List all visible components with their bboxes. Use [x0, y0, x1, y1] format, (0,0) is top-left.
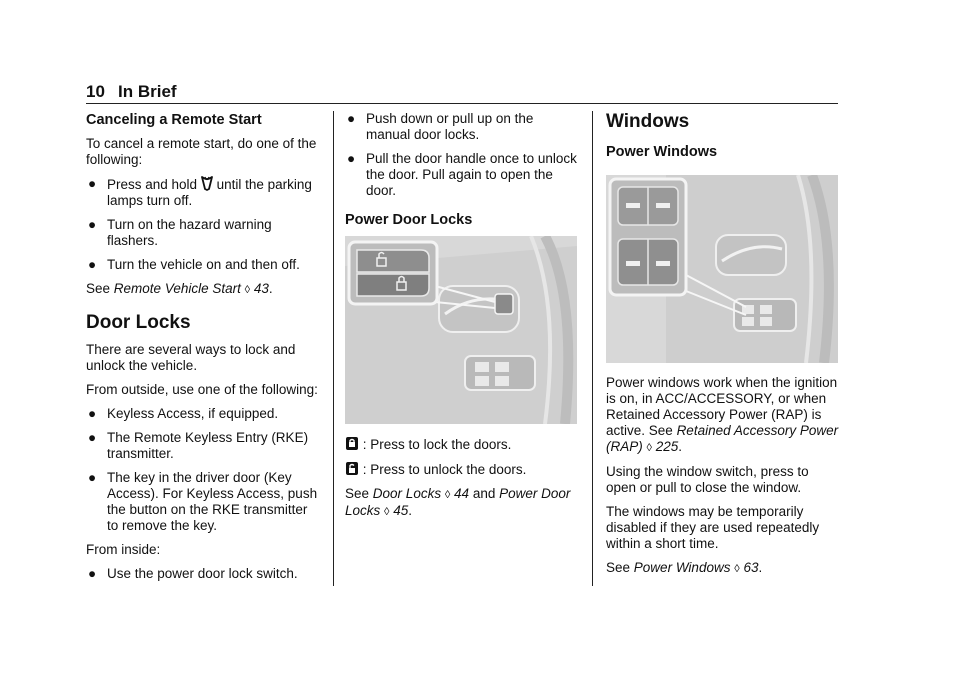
lock-sep: :: [362, 437, 367, 452]
column-2: [345, 111, 581, 528]
col2-b2: Pull the door handle once to unlock the door. Pull again to open the door.: [366, 151, 577, 198]
power-windows-p1-text: Power windows work when the ignition is on, in ACC/ACCESSORY, or when Retained Accessory Power (RAP) is active. See: [606, 375, 838, 438]
bullet: ●: [88, 176, 97, 191]
list-item: [86, 257, 322, 273]
remote-start-b2: Turn on the hazard warning flashers.: [107, 217, 272, 248]
remote-start-see: [86, 281, 322, 298]
remote-start-b1-pre: Press and hold: [107, 177, 198, 192]
list-item: [86, 470, 322, 534]
power-windows-p2: Using the window switch, press to open or pull to close the window.: [606, 464, 809, 495]
column-1: [86, 111, 322, 590]
bullet: ●: [88, 470, 97, 485]
see-link-power-windows[interactable]: Power Windows: [633, 560, 731, 575]
see-link-remote-vehicle-start[interactable]: Remote Vehicle Start: [113, 281, 241, 296]
power-windows-see: [606, 560, 842, 577]
heading-power-windows: Power Windows: [606, 144, 718, 160]
heading-canceling-remote-start: Canceling a Remote Start: [86, 112, 262, 128]
list-item: [86, 566, 322, 582]
page-number: 10: [86, 82, 105, 101]
bullet: ●: [347, 151, 356, 166]
unlock-text: Press to unlock the doors.: [370, 462, 527, 477]
column-divider: [333, 111, 334, 586]
col2-b1: Push down or pull up on the manual door locks.: [366, 111, 534, 142]
list-item: [86, 430, 322, 462]
bullet: ●: [347, 111, 356, 126]
door-locks-outside: From outside, use one of the following:: [86, 382, 318, 397]
see-page-rap[interactable]: 225: [655, 439, 679, 454]
period: .: [678, 439, 683, 454]
power-window-switch-illustration: [606, 175, 838, 363]
lock-line: [345, 436, 581, 453]
remote-start-b1-post: until the parking lamps turn off.: [107, 177, 312, 208]
bullet: ●: [88, 566, 97, 581]
power-windows-p3: The windows may be temporarily disabled if they are used repeatedly within a short time.: [606, 504, 820, 551]
door-locks-inside: From inside:: [86, 542, 161, 557]
bullet: ●: [88, 406, 97, 421]
period: .: [758, 560, 763, 575]
door-locks-intro: There are several ways to lock and unlock the vehicle.: [86, 342, 296, 373]
section-title: In Brief: [118, 82, 177, 101]
see-link-door-locks[interactable]: Door Locks: [372, 486, 442, 501]
list-item: [345, 111, 581, 143]
page-header: [86, 82, 838, 104]
see-page-power-windows[interactable]: 63: [743, 560, 759, 575]
power-door-lock-switch-illustration: [345, 236, 577, 424]
power-door-locks-see: [345, 486, 581, 520]
see-page-door-locks[interactable]: 44: [454, 486, 470, 501]
unlock-sep: :: [362, 462, 367, 477]
column-divider: [592, 111, 593, 586]
unlock-line: [345, 461, 581, 478]
see-page-power-door-locks[interactable]: 45: [393, 503, 409, 518]
and-label: and: [472, 486, 496, 501]
list-item: [345, 151, 581, 199]
unlock-icon: [345, 461, 359, 476]
column-3: [606, 111, 842, 585]
period: .: [268, 281, 273, 296]
see-label: See: [606, 560, 631, 575]
bullet: ●: [88, 430, 97, 445]
door-locks-o3: The key in the driver door (Key Access). For Keyless Access, push the button on the RKE transmitter to remove the key.: [107, 470, 318, 533]
page-ref-icon: ◊: [384, 506, 390, 518]
see-page-remote-vehicle-start[interactable]: 43: [253, 281, 269, 296]
heading-power-door-locks: Power Door Locks: [345, 212, 473, 228]
remote-start-b3: Turn the vehicle on and then off.: [107, 257, 300, 272]
heading-door-locks: Door Locks: [86, 312, 191, 333]
bullet: ●: [88, 257, 97, 272]
remote-start-intro: To cancel a remote start, do one of the following:: [86, 136, 317, 167]
door-locks-i1: Use the power door lock switch.: [107, 566, 298, 581]
period: .: [408, 503, 413, 518]
see-label: See: [86, 281, 111, 296]
heading-windows: Windows: [606, 111, 690, 132]
page-ref-icon: ◊: [646, 442, 652, 454]
header-rule: [86, 103, 838, 104]
bullet: ●: [88, 217, 97, 232]
lock-text: Press to lock the doors.: [370, 437, 512, 452]
page-ref-icon: ◊: [244, 284, 251, 296]
page-ref-icon: ◊: [444, 489, 451, 501]
list-item: [86, 217, 322, 249]
lock-icon: [345, 436, 359, 451]
door-locks-o2: The Remote Keyless Entry (RKE) transmitter.: [107, 430, 309, 461]
list-item: [86, 176, 322, 209]
list-item: [86, 406, 322, 422]
see-label: See: [345, 486, 370, 501]
door-locks-o1: Keyless Access, if equipped.: [107, 406, 279, 421]
page-ref-icon: ◊: [734, 563, 740, 575]
see-link-rap[interactable]: Retained Accessory Power (RAP): [606, 423, 839, 454]
remote-start-icon: [201, 176, 213, 191]
power-windows-p1: [606, 375, 842, 456]
see-link-power-door-locks[interactable]: Power Door Locks: [345, 486, 571, 518]
